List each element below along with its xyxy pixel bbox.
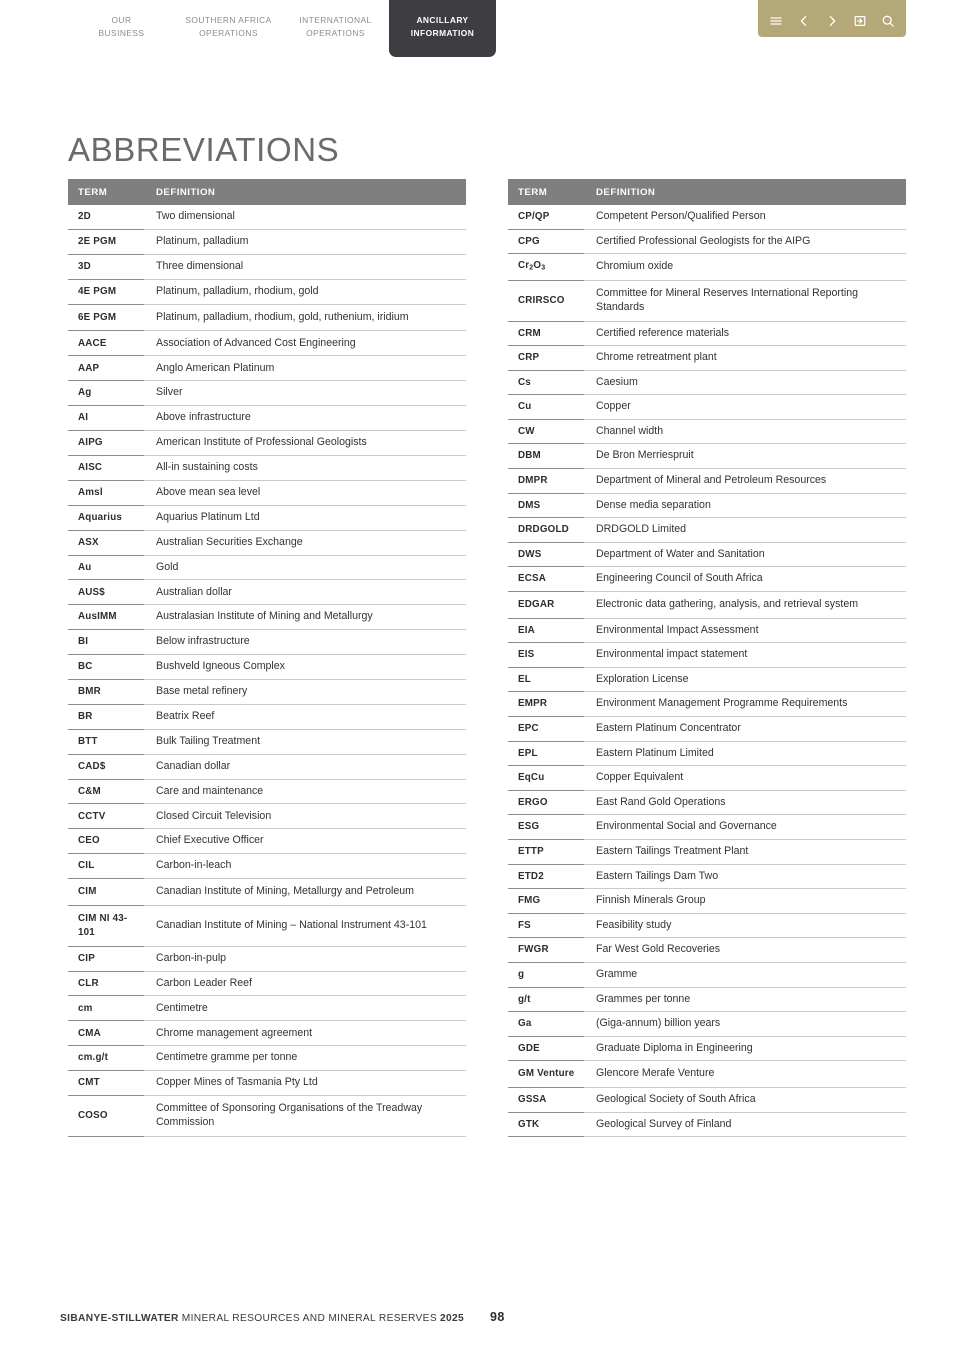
- definition-cell: Department of Water and Sanitation: [584, 542, 906, 567]
- table-row: [508, 542, 906, 567]
- definition-cell: Copper: [584, 395, 906, 420]
- definition-cell: Platinum, palladium: [144, 229, 466, 254]
- definition-cell: Eastern Platinum Limited: [584, 741, 906, 766]
- term-cell: AusIMM: [68, 605, 144, 630]
- nav-tab-ancillary[interactable]: [389, 0, 496, 57]
- table-row: [68, 254, 466, 279]
- table-row: [508, 864, 906, 889]
- table-row: [508, 346, 906, 371]
- table-row: [508, 717, 906, 742]
- nav-tab-label-line1: ANCILLARY: [416, 15, 469, 25]
- table-row: [508, 667, 906, 692]
- term-cell: COSO: [68, 1096, 144, 1137]
- term-cell: BTT: [68, 729, 144, 754]
- table-row: [508, 938, 906, 963]
- definition-cell: Centimetre gramme per tonne: [144, 1046, 466, 1071]
- table-row: [508, 370, 906, 395]
- term-cell: DWS: [508, 542, 584, 567]
- definition-cell: Certified reference materials: [584, 321, 906, 346]
- term-cell: EDGAR: [508, 592, 584, 619]
- definition-cell: Platinum, palladium, rhodium, gold, ruthenium, iridium: [144, 304, 466, 331]
- definition-cell: Environmental Impact Assessment: [584, 618, 906, 643]
- table-row: [68, 205, 466, 229]
- table-row: [508, 567, 906, 592]
- term-cell: EPC: [508, 717, 584, 742]
- definition-cell: Chrome management agreement: [144, 1021, 466, 1046]
- term-cell: g: [508, 962, 584, 987]
- term-cell: CMA: [68, 1021, 144, 1046]
- table-row: [68, 505, 466, 530]
- table-row: [508, 281, 906, 321]
- term-cell: Amsl: [68, 480, 144, 505]
- toolbar-icon-bar: [758, 0, 906, 37]
- term-cell: AISC: [68, 455, 144, 480]
- table-row: [68, 381, 466, 406]
- table-row: [68, 630, 466, 655]
- definition-cell: Environmental impact statement: [584, 643, 906, 668]
- table-row: [68, 1096, 466, 1137]
- table-row: [68, 1021, 466, 1046]
- definition-cell: Environmental Social and Governance: [584, 815, 906, 840]
- term-cell: BR: [68, 704, 144, 729]
- table-row: [508, 395, 906, 420]
- definition-cell: DRDGOLD Limited: [584, 518, 906, 543]
- menu-icon[interactable]: [768, 12, 785, 29]
- term-cell: CIM NI 43-101: [68, 906, 144, 947]
- term-cell: AIPG: [68, 431, 144, 456]
- definition-cell: Glencore Merafe Venture: [584, 1061, 906, 1088]
- table-row: [68, 779, 466, 804]
- definition-cell: Carbon-in-leach: [144, 854, 466, 879]
- definition-cell: Australian Securities Exchange: [144, 530, 466, 555]
- table-row: [68, 605, 466, 630]
- term-cell: ETD2: [508, 864, 584, 889]
- definition-cell: American Institute of Professional Geologists: [144, 431, 466, 456]
- definition-cell: Aquarius Platinum Ltd: [144, 505, 466, 530]
- definition-cell: Finnish Minerals Group: [584, 889, 906, 914]
- definition-cell: Feasibility study: [584, 913, 906, 938]
- term-cell: DMPR: [508, 469, 584, 494]
- column-header-definition: DEFINITION: [584, 179, 906, 205]
- table-row: [508, 1012, 906, 1037]
- term-cell: Ga: [508, 1012, 584, 1037]
- page-footer: [60, 1310, 505, 1324]
- definition-cell: Engineering Council of South Africa: [584, 567, 906, 592]
- table-row: [68, 829, 466, 854]
- term-cell: cm: [68, 996, 144, 1021]
- table-row: [508, 205, 906, 229]
- definition-cell: Carbon-in-pulp: [144, 946, 466, 971]
- definition-cell: Caesium: [584, 370, 906, 395]
- table-row: [508, 987, 906, 1012]
- definition-cell: East Rand Gold Operations: [584, 790, 906, 815]
- definition-cell: Above infrastructure: [144, 406, 466, 431]
- table-row: [68, 854, 466, 879]
- table-row: [508, 419, 906, 444]
- table-row: [508, 229, 906, 254]
- top-navigation: [0, 0, 965, 58]
- table-row: [68, 406, 466, 431]
- table-row: [508, 790, 906, 815]
- table-row: [68, 229, 466, 254]
- term-cell: FMG: [508, 889, 584, 914]
- term-cell: FS: [508, 913, 584, 938]
- definition-cell: Bulk Tailing Treatment: [144, 729, 466, 754]
- table-row: [68, 1071, 466, 1096]
- table-row: [68, 704, 466, 729]
- chevron-right-icon[interactable]: [824, 12, 841, 29]
- table-row: [508, 321, 906, 346]
- definition-cell: All-in sustaining costs: [144, 455, 466, 480]
- definition-cell: (Giga-annum) billion years: [584, 1012, 906, 1037]
- page-title: ABBREVIATIONS: [68, 131, 340, 168]
- definition-cell: Carbon Leader Reef: [144, 971, 466, 996]
- table-row: [68, 431, 466, 456]
- definition-cell: Below infrastructure: [144, 630, 466, 655]
- footer-page-number: 98: [490, 1310, 505, 1324]
- term-cell: BMR: [68, 679, 144, 704]
- term-cell: CRIRSCO: [508, 281, 584, 321]
- term-cell: ESG: [508, 815, 584, 840]
- definition-cell: Australasian Institute of Mining and Metallurgy: [144, 605, 466, 630]
- definition-cell: Care and maintenance: [144, 779, 466, 804]
- table-row: [68, 729, 466, 754]
- table-row: [508, 592, 906, 619]
- nav-tab-label-line2: OPERATIONS: [306, 28, 365, 38]
- definition-cell: Two dimensional: [144, 205, 466, 229]
- table-row: [68, 279, 466, 304]
- table-row: [508, 839, 906, 864]
- term-cell: EIA: [508, 618, 584, 643]
- term-cell: AUS$: [68, 580, 144, 605]
- column-header-definition: DEFINITION: [144, 179, 466, 205]
- term-cell: CRP: [508, 346, 584, 371]
- term-cell: cm.g/t: [68, 1046, 144, 1071]
- term-cell: Ag: [68, 381, 144, 406]
- nav-tab-label-line2: INFORMATION: [410, 28, 475, 38]
- definition-cell: Copper Equivalent: [584, 766, 906, 791]
- term-cell: CEO: [68, 829, 144, 854]
- term-cell: GDE: [508, 1036, 584, 1061]
- definition-cell: Chief Executive Officer: [144, 829, 466, 854]
- table-row: [508, 444, 906, 469]
- nav-tab-our[interactable]: [68, 0, 175, 56]
- nav-tab-southern-africa[interactable]: [175, 0, 282, 56]
- table-row: [508, 766, 906, 791]
- term-cell: BC: [68, 655, 144, 680]
- table-row: [508, 913, 906, 938]
- chevron-left-icon[interactable]: [796, 12, 813, 29]
- definition-cell: Geological Society of South Africa: [584, 1087, 906, 1112]
- definition-cell: Gramme: [584, 962, 906, 987]
- definition-cell: Exploration License: [584, 667, 906, 692]
- term-cell: C&M: [68, 779, 144, 804]
- definition-cell: Three dimensional: [144, 254, 466, 279]
- table-row: [68, 1046, 466, 1071]
- term-cell: AI: [68, 406, 144, 431]
- definition-cell: Silver: [144, 381, 466, 406]
- term-cell: CLR: [68, 971, 144, 996]
- definition-cell: Eastern Tailings Dam Two: [584, 864, 906, 889]
- term-cell: EIS: [508, 643, 584, 668]
- definition-cell: Canadian Institute of Mining – National Instrument 43-101: [144, 906, 466, 947]
- term-cell: DBM: [508, 444, 584, 469]
- definition-cell: Chrome retreatment plant: [584, 346, 906, 371]
- table-row: [68, 996, 466, 1021]
- term-cell: CMT: [68, 1071, 144, 1096]
- footer-year: 2025: [439, 1313, 465, 1324]
- term-cell: EqCu: [508, 766, 584, 791]
- term-cell: 3D: [68, 254, 144, 279]
- definition-cell: De Bron Merriespruit: [584, 444, 906, 469]
- definition-cell: Competent Person/Qualified Person: [584, 205, 906, 229]
- table-row: [68, 580, 466, 605]
- table-row: [508, 741, 906, 766]
- term-cell: ETTP: [508, 839, 584, 864]
- table-row: [508, 1087, 906, 1112]
- definition-cell: Canadian Institute of Mining, Metallurgy and Petroleum: [144, 879, 466, 906]
- table-row: [68, 304, 466, 331]
- term-cell: CAD$: [68, 754, 144, 779]
- table-row: [68, 679, 466, 704]
- table-row: [68, 906, 466, 947]
- term-cell: ASX: [68, 530, 144, 555]
- definition-cell: Australian dollar: [144, 580, 466, 605]
- term-cell: CCTV: [68, 804, 144, 829]
- definition-cell: Geological Survey of Finland: [584, 1112, 906, 1137]
- table-row: [508, 1061, 906, 1088]
- definition-cell: Canadian dollar: [144, 754, 466, 779]
- footer-brand: SIBANYE-STILLWATER: [60, 1313, 179, 1324]
- table-row: [68, 879, 466, 906]
- table-row: [508, 518, 906, 543]
- definition-cell: Chromium oxide: [584, 254, 906, 281]
- table-row: [68, 555, 466, 580]
- footer-document-title: MINERAL RESOURCES AND MINERAL RESERVES: [181, 1313, 437, 1324]
- table-row: [68, 754, 466, 779]
- term-cell: GSSA: [508, 1087, 584, 1112]
- definition-cell: Above mean sea level: [144, 480, 466, 505]
- column-header-term: TERM: [508, 179, 584, 205]
- table-row: [508, 889, 906, 914]
- definition-cell: Base metal refinery: [144, 679, 466, 704]
- term-cell: ECSA: [508, 567, 584, 592]
- table-row: [508, 962, 906, 987]
- term-cell: CW: [508, 419, 584, 444]
- definition-cell: Graduate Diploma in Engineering: [584, 1036, 906, 1061]
- definition-cell: Channel width: [584, 419, 906, 444]
- term-cell: EPL: [508, 741, 584, 766]
- definition-cell: Department of Mineral and Petroleum Resources: [584, 469, 906, 494]
- table-row: [508, 815, 906, 840]
- term-cell: AACE: [68, 331, 144, 356]
- term-cell: CPG: [508, 229, 584, 254]
- term-cell: FWGR: [508, 938, 584, 963]
- table-row: [68, 655, 466, 680]
- term-cell: Au: [68, 555, 144, 580]
- table-row: [508, 618, 906, 643]
- term-cell: BI: [68, 630, 144, 655]
- table-row: [68, 480, 466, 505]
- term-cell: Cs: [508, 370, 584, 395]
- table-row: [68, 455, 466, 480]
- term-cell: $Cr_2O_3$: [508, 254, 584, 281]
- term-cell: CIP: [68, 946, 144, 971]
- definition-cell: Certified Professional Geologists for the AIPG: [584, 229, 906, 254]
- term-cell: AAP: [68, 356, 144, 381]
- table-row: [508, 1112, 906, 1137]
- table-row: [508, 1036, 906, 1061]
- term-cell: ERGO: [508, 790, 584, 815]
- definition-cell: Environment Management Programme Requirements: [584, 692, 906, 717]
- term-cell: EMPR: [508, 692, 584, 717]
- definition-cell: Dense media separation: [584, 493, 906, 518]
- table-row: [508, 692, 906, 717]
- table-row: [508, 493, 906, 518]
- definition-cell: Beatrix Reef: [144, 704, 466, 729]
- definition-cell: Gold: [144, 555, 466, 580]
- term-cell: CP/QP: [508, 205, 584, 229]
- term-cell: Aquarius: [68, 505, 144, 530]
- table-row: [68, 946, 466, 971]
- column-header-term: TERM: [68, 179, 144, 205]
- table-row: [68, 331, 466, 356]
- abbreviations-table-left: [68, 179, 466, 1137]
- definition-cell: Committee of Sponsoring Organisations of the Treadway Commission: [144, 1096, 466, 1137]
- term-cell: CIL: [68, 854, 144, 879]
- term-cell: 2E PGM: [68, 229, 144, 254]
- table-row: [508, 469, 906, 494]
- term-cell: EL: [508, 667, 584, 692]
- definition-cell: Electronic data gathering, analysis, and retrieval system: [584, 592, 906, 619]
- abbreviations-tables: [68, 179, 909, 1137]
- term-cell: g/t: [508, 987, 584, 1012]
- exit-icon[interactable]: [852, 12, 869, 29]
- definition-cell: Bushveld Igneous Complex: [144, 655, 466, 680]
- term-cell: GM Venture: [508, 1061, 584, 1088]
- definition-cell: Grammes per tonne: [584, 987, 906, 1012]
- nav-tab-list: [68, 0, 496, 57]
- definition-cell: Centimetre: [144, 996, 466, 1021]
- table-row: [68, 356, 466, 381]
- term-cell: GTK: [508, 1112, 584, 1137]
- table-row: [68, 971, 466, 996]
- term-cell: 4E PGM: [68, 279, 144, 304]
- definition-cell: Far West Gold Recoveries: [584, 938, 906, 963]
- abbreviations-table-right: [508, 179, 906, 1137]
- term-cell: DRDGOLD: [508, 518, 584, 543]
- table-row: [508, 643, 906, 668]
- term-cell: DMS: [508, 493, 584, 518]
- definition-cell: Platinum, palladium, rhodium, gold: [144, 279, 466, 304]
- table-header-row: [68, 179, 466, 205]
- table-row: [68, 804, 466, 829]
- definition-cell: Anglo American Platinum: [144, 356, 466, 381]
- nav-tab-label-line1: INTERNATIONAL: [299, 15, 372, 25]
- definition-cell: Copper Mines of Tasmania Pty Ltd: [144, 1071, 466, 1096]
- term-cell: CIM: [68, 879, 144, 906]
- nav-tab-label-line2: BUSINESS: [98, 28, 145, 38]
- definition-cell: Committee for Mineral Reserves International Reporting Standards: [584, 281, 906, 321]
- term-cell: CRM: [508, 321, 584, 346]
- nav-tab-label-line2: OPERATIONS: [199, 28, 258, 38]
- term-cell: 6E PGM: [68, 304, 144, 331]
- table-body-left: [68, 205, 466, 1137]
- table-row: [68, 530, 466, 555]
- definition-cell: Eastern Tailings Treatment Plant: [584, 839, 906, 864]
- table-header-row: [508, 179, 906, 205]
- term-cell: 2D: [68, 205, 144, 229]
- table-row: [508, 254, 906, 281]
- nav-tab-international[interactable]: [282, 0, 389, 56]
- search-icon[interactable]: [880, 12, 897, 29]
- definition-cell: Closed Circuit Television: [144, 804, 466, 829]
- definition-cell: Association of Advanced Cost Engineering: [144, 331, 466, 356]
- definition-cell: Eastern Platinum Concentrator: [584, 717, 906, 742]
- nav-tab-label-line1: SOUTHERN AFRICA: [185, 15, 272, 25]
- nav-tab-label-line1: OUR: [111, 15, 132, 25]
- term-cell: Cu: [508, 395, 584, 420]
- table-body-right: [508, 205, 906, 1137]
